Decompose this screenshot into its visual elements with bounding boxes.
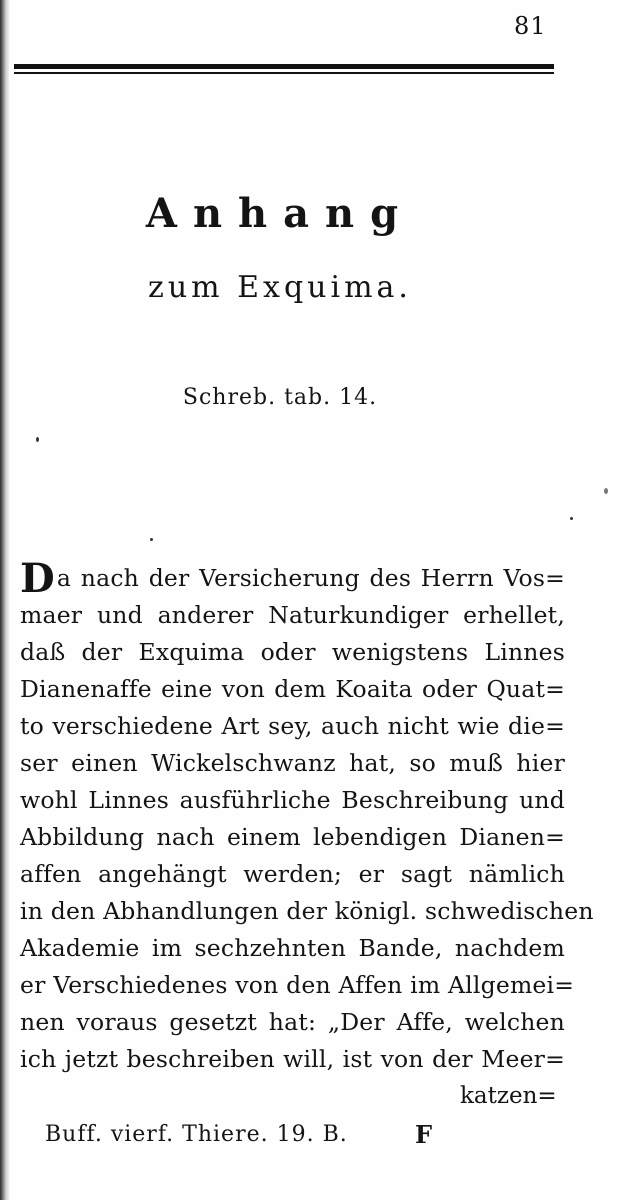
text-line: daß der Exquima oder wenigstens Linnes [20,638,565,666]
text-line: nen voraus gesetzt hat: „Der Affe, welchen [20,1008,565,1036]
text-line: er Verschiedenes von den Affen im Allgemei= [20,971,575,999]
text-line: affen angehängt werden; er sagt nämlich [20,860,565,888]
paper-speck [36,437,39,442]
catchword: katzen= [460,1083,557,1109]
text-line: maer und anderer Naturkundiger erhellet, [20,601,565,629]
header-rule-thin [14,72,554,74]
plate-reference: Schreb. tab. 14. [182,385,378,410]
text-line: in den Abhandlungen der königl. schwedischen [20,897,594,925]
paper-speck [570,517,573,520]
text-line: Abbildung nach einem lebendigen Dianen= [20,823,565,851]
text-line: ser einen Wickelschwanz hat, so muß hier [20,749,565,777]
text-line: to verschiedene Art sey, auch nicht wie die= [20,712,565,740]
paper-speck [604,488,608,494]
text-line: Da nach der Versicherung des Herrn Vos= [20,555,565,602]
text-line: Akademie im sechzehnten Bande, nachdem [20,934,565,962]
section-title: Anhang [145,190,415,237]
paper-speck [150,538,153,541]
text-line: ich jetzt beschreiben will, ist von der Meer= [20,1045,565,1073]
footer-reference: Buff. vierf. Thiere. 19. B. [45,1122,348,1147]
section-subtitle: zum Exquima. [148,270,412,305]
printer-signature: F [415,1120,433,1149]
page-number: 81 [514,12,547,40]
body-text [20,555,594,1078]
header-rule-thick [14,64,554,69]
text-line: wohl Linnes ausführliche Beschreibung und [20,786,565,814]
drop-cap: D [20,555,55,602]
text-line: Dianenaffe eine von dem Koaita oder Quat= [20,675,565,703]
spine-shadow [0,0,10,1200]
